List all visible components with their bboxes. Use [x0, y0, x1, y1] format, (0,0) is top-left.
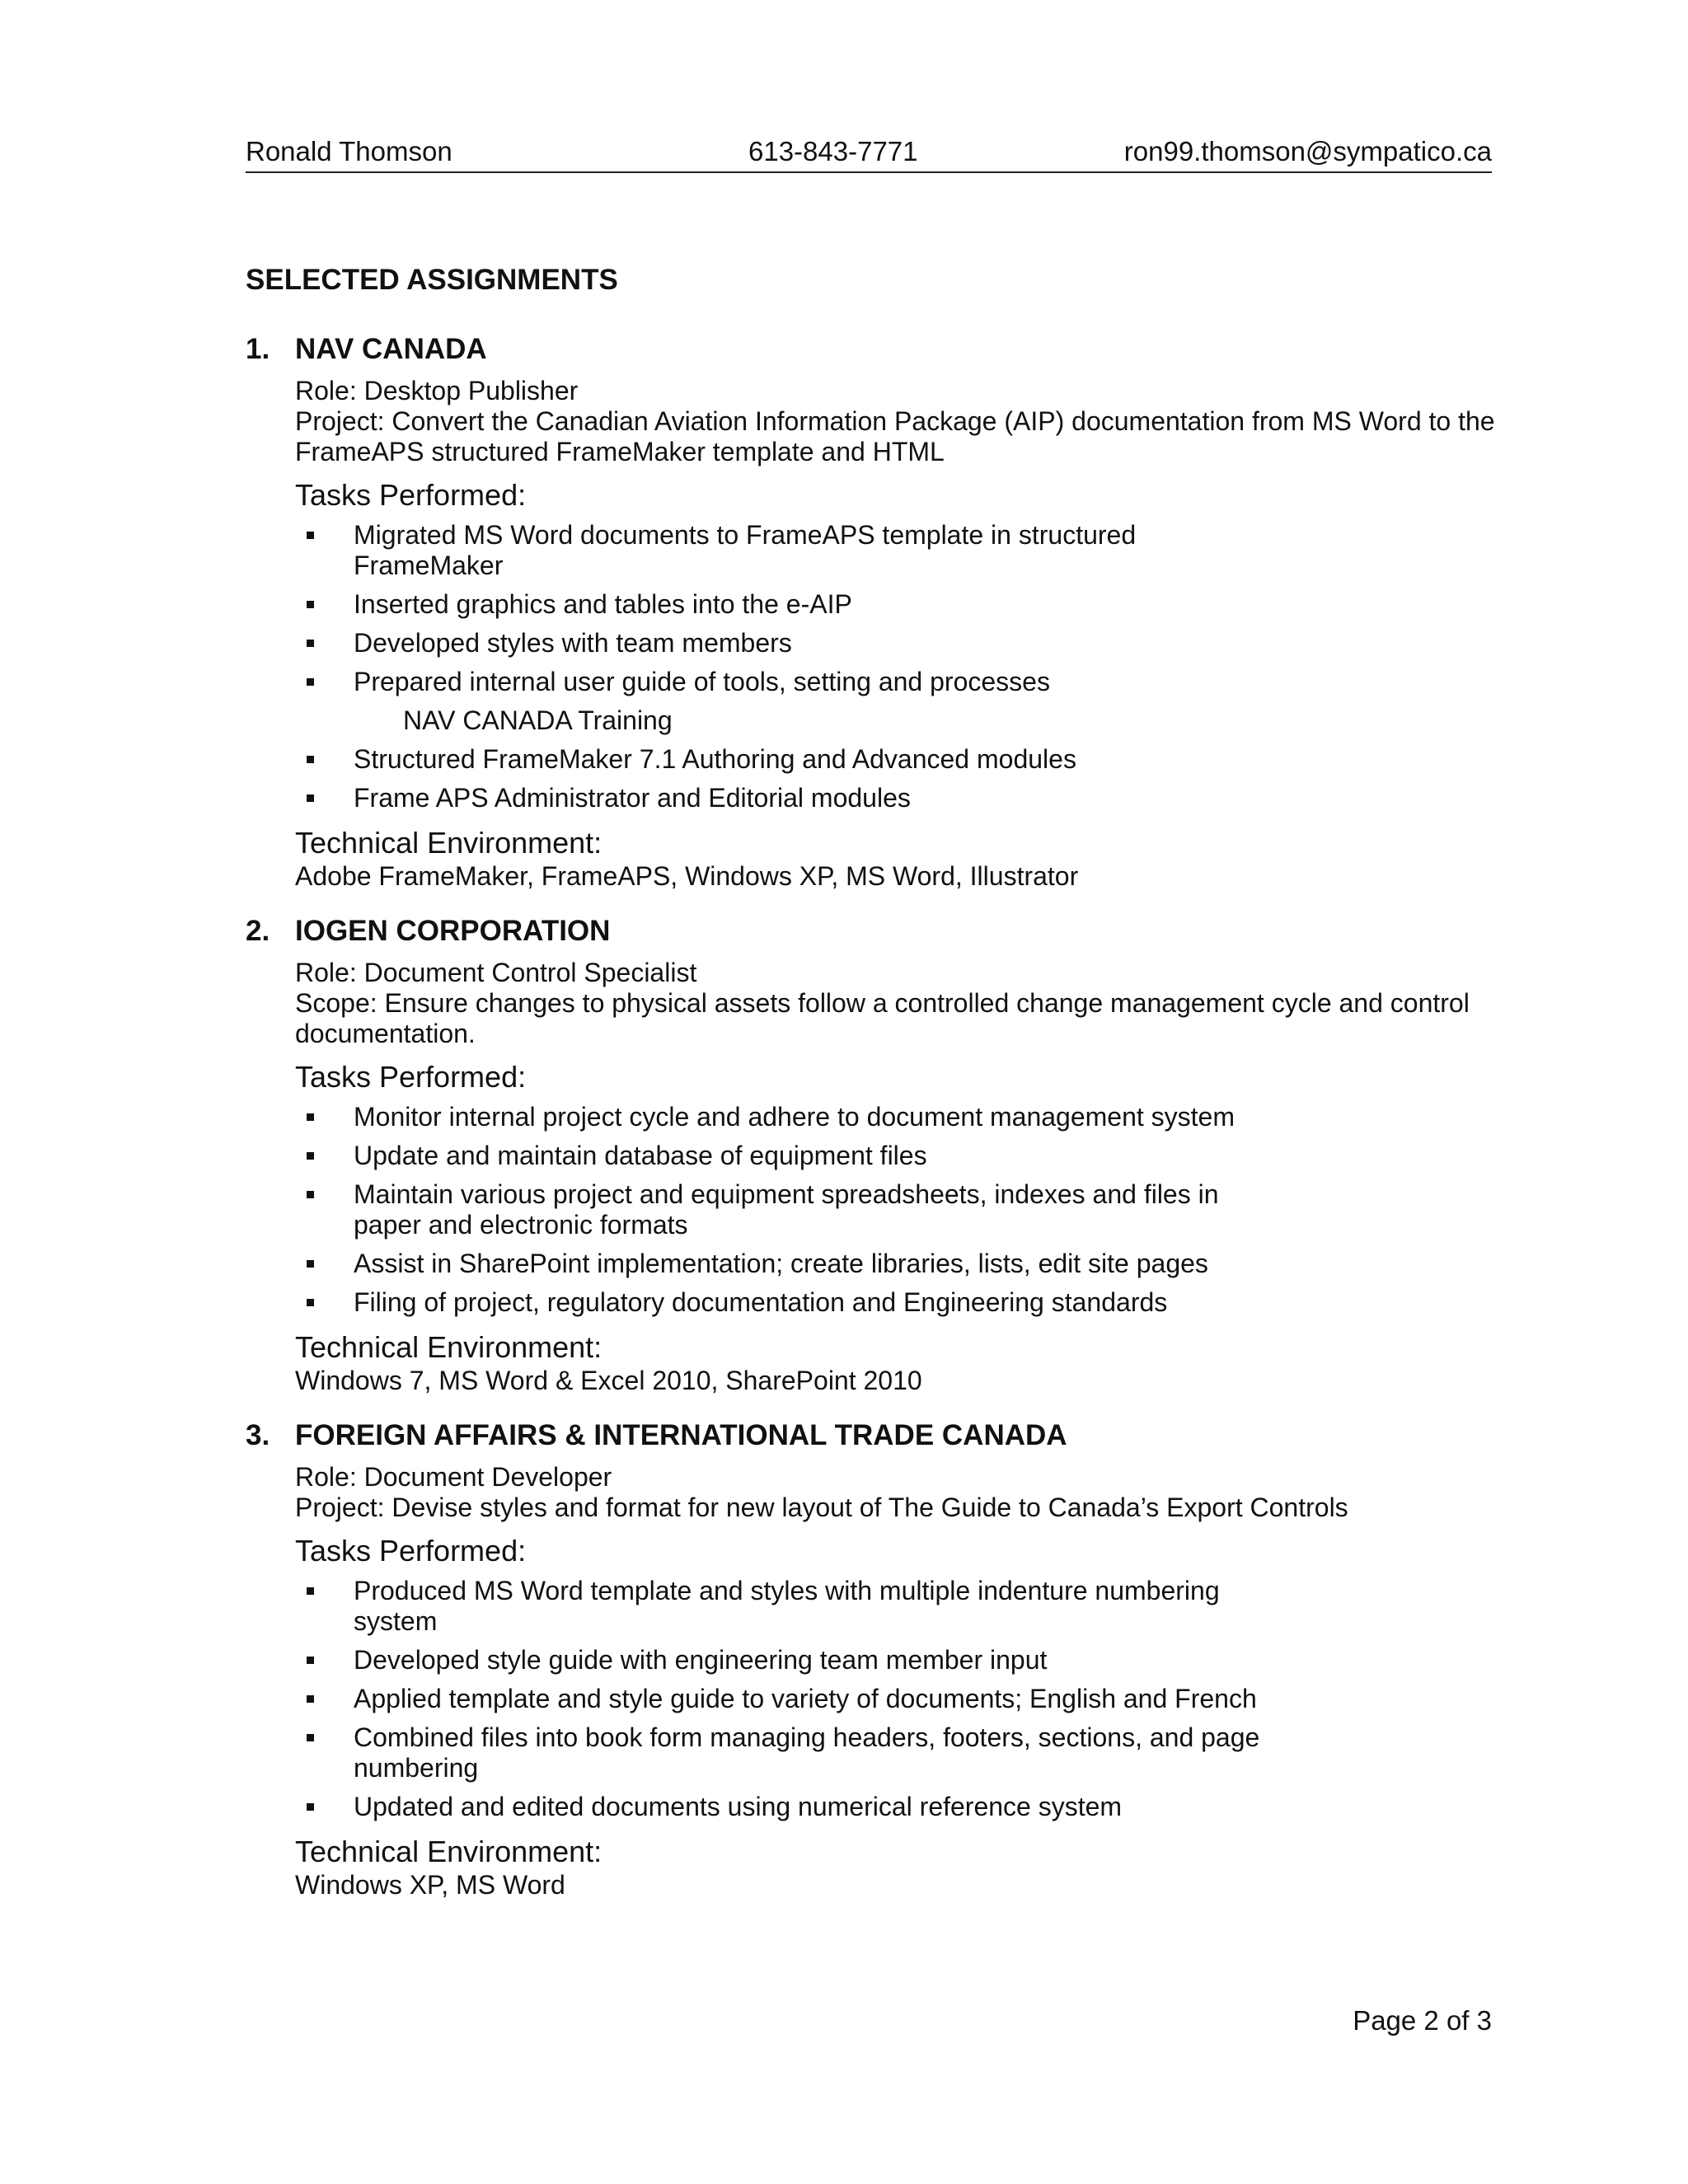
- assignment-title: IOGEN CORPORATION: [295, 915, 611, 947]
- square-bullet-icon: [307, 640, 314, 647]
- tech-environment: Windows 7, MS Word & Excel 2010, SharePoint 2010: [295, 1366, 922, 1395]
- assignment-heading: [246, 1418, 1498, 1454]
- tasks-heading: Tasks Performed:: [295, 1060, 527, 1094]
- square-bullet-icon: [307, 1191, 314, 1198]
- task-item: [295, 1141, 1260, 1171]
- square-bullet-icon: [307, 1734, 314, 1741]
- task-text: Prepared internal user guide of tools, setting and processes: [354, 667, 1050, 696]
- assignment-body: [295, 376, 1498, 892]
- task-item: [295, 667, 1260, 697]
- task-item: [295, 589, 1260, 620]
- task-text: Inserted graphics and tables into the e-AIP: [354, 589, 852, 619]
- square-bullet-icon: [307, 1299, 314, 1306]
- header-name: Ronald Thomson: [246, 136, 452, 166]
- task-text: Maintain various project and equipment spreadsheets, indexes and files in paper and electronic formats: [354, 1179, 1219, 1240]
- square-bullet-icon: [307, 532, 314, 539]
- task-item: [295, 1792, 1260, 1822]
- tasks-heading: Tasks Performed:: [295, 478, 527, 512]
- task-item: [295, 1576, 1260, 1637]
- tech-environment: Windows XP, MS Word: [295, 1870, 565, 1900]
- task-item: [295, 783, 1260, 813]
- square-bullet-icon: [307, 1260, 314, 1268]
- task-item: [295, 744, 1260, 775]
- task-text: Developed style guide with engineering team member input: [354, 1645, 1048, 1675]
- section-title: SELECTED ASSIGNMENTS: [246, 264, 618, 296]
- assignment-detail: Project: Convert the Canadian Aviation Information Package (AIP) documentation from MS Word to the FrameAPS structured FrameMaker template and HTML: [295, 406, 1495, 466]
- task-item: [295, 520, 1260, 581]
- assignment-number: 1.: [246, 333, 270, 365]
- task-item: [295, 1722, 1260, 1783]
- square-bullet-icon: [307, 794, 314, 802]
- task-text: Assist in SharePoint implementation; create libraries, lists, edit site pages: [354, 1249, 1208, 1278]
- assignment-body: [295, 958, 1498, 1396]
- assignment-role: Role: Document Control Specialist: [295, 958, 697, 987]
- assignment-role: Role: Desktop Publisher: [295, 376, 579, 405]
- assignment-number: 2.: [246, 915, 270, 947]
- tasks-heading: Tasks Performed:: [295, 1534, 527, 1568]
- square-bullet-icon: [307, 1152, 314, 1160]
- task-text: NAV CANADA Training: [403, 705, 673, 735]
- square-bullet-icon: [307, 601, 314, 608]
- page-number: Page 2 of 3: [1353, 2005, 1492, 2036]
- assignment-number: 3.: [246, 1419, 270, 1451]
- task-subheading: [295, 705, 1310, 736]
- square-bullet-icon: [307, 678, 314, 686]
- task-text: Filing of project, regulatory documentation and Engineering standards: [354, 1287, 1168, 1317]
- square-bullet-icon: [307, 1113, 314, 1121]
- task-item: [295, 1179, 1260, 1240]
- assignment-title: NAV CANADA: [295, 333, 487, 365]
- assignment-title: FOREIGN AFFAIRS & INTERNATIONAL TRADE CANADA: [295, 1419, 1067, 1451]
- tech-heading: Technical Environment:: [295, 826, 603, 860]
- task-text: Combined files into book form managing headers, footers, sections, and page numbering: [354, 1722, 1260, 1783]
- main-content: [246, 262, 1498, 1922]
- assignment-body: [295, 1462, 1498, 1900]
- task-text: Frame APS Administrator and Editorial modules: [354, 783, 911, 813]
- task-text: Updated and edited documents using numerical reference system: [354, 1792, 1123, 1821]
- task-item: [295, 1684, 1260, 1714]
- task-item: [295, 1102, 1260, 1132]
- square-bullet-icon: [307, 1695, 314, 1703]
- tech-environment: Adobe FrameMaker, FrameAPS, Windows XP, MS Word, Illustrator: [295, 861, 1079, 891]
- assignment-heading: [246, 331, 1498, 368]
- assignment: [246, 1418, 1498, 1900]
- assignment-heading: [246, 913, 1498, 949]
- task-text: Produced MS Word template and styles with multiple indenture numbering system: [354, 1576, 1220, 1636]
- header-email: ron99.thomson@sympatico.ca: [1123, 136, 1492, 166]
- task-list: [295, 1576, 1498, 1822]
- task-text: Update and maintain database of equipment files: [354, 1141, 927, 1170]
- tech-heading: Technical Environment:: [295, 1330, 603, 1364]
- assignment-detail: Scope: Ensure changes to physical assets follow a controlled change management cycle and control documentation.: [295, 988, 1470, 1048]
- task-item: [295, 628, 1260, 658]
- header-phone: 613-843-7771: [748, 136, 918, 166]
- task-item: [295, 1249, 1260, 1279]
- page-header: [246, 134, 1492, 173]
- assignment-role: Role: Document Developer: [295, 1462, 612, 1492]
- task-text: Migrated MS Word documents to FrameAPS template in structured FrameMaker: [354, 520, 1137, 580]
- task-text: Structured FrameMaker 7.1 Authoring and Advanced modules: [354, 744, 1076, 774]
- task-item: [295, 1287, 1260, 1318]
- task-list: [295, 520, 1498, 813]
- task-list: [295, 1102, 1498, 1318]
- task-text: Monitor internal project cycle and adhere to document management system: [354, 1102, 1235, 1132]
- task-text: Developed styles with team members: [354, 628, 792, 658]
- square-bullet-icon: [307, 1587, 314, 1595]
- square-bullet-icon: [307, 1803, 314, 1811]
- assignment-detail: Project: Devise styles and format for new layout of The Guide to Canada’s Export Controls: [295, 1493, 1348, 1522]
- assignment: [246, 913, 1498, 1396]
- square-bullet-icon: [307, 756, 314, 763]
- task-text: Applied template and style guide to variety of documents; English and French: [354, 1684, 1257, 1713]
- square-bullet-icon: [307, 1657, 314, 1664]
- assignment: [246, 331, 1498, 892]
- tech-heading: Technical Environment:: [295, 1835, 603, 1868]
- task-item: [295, 1645, 1260, 1675]
